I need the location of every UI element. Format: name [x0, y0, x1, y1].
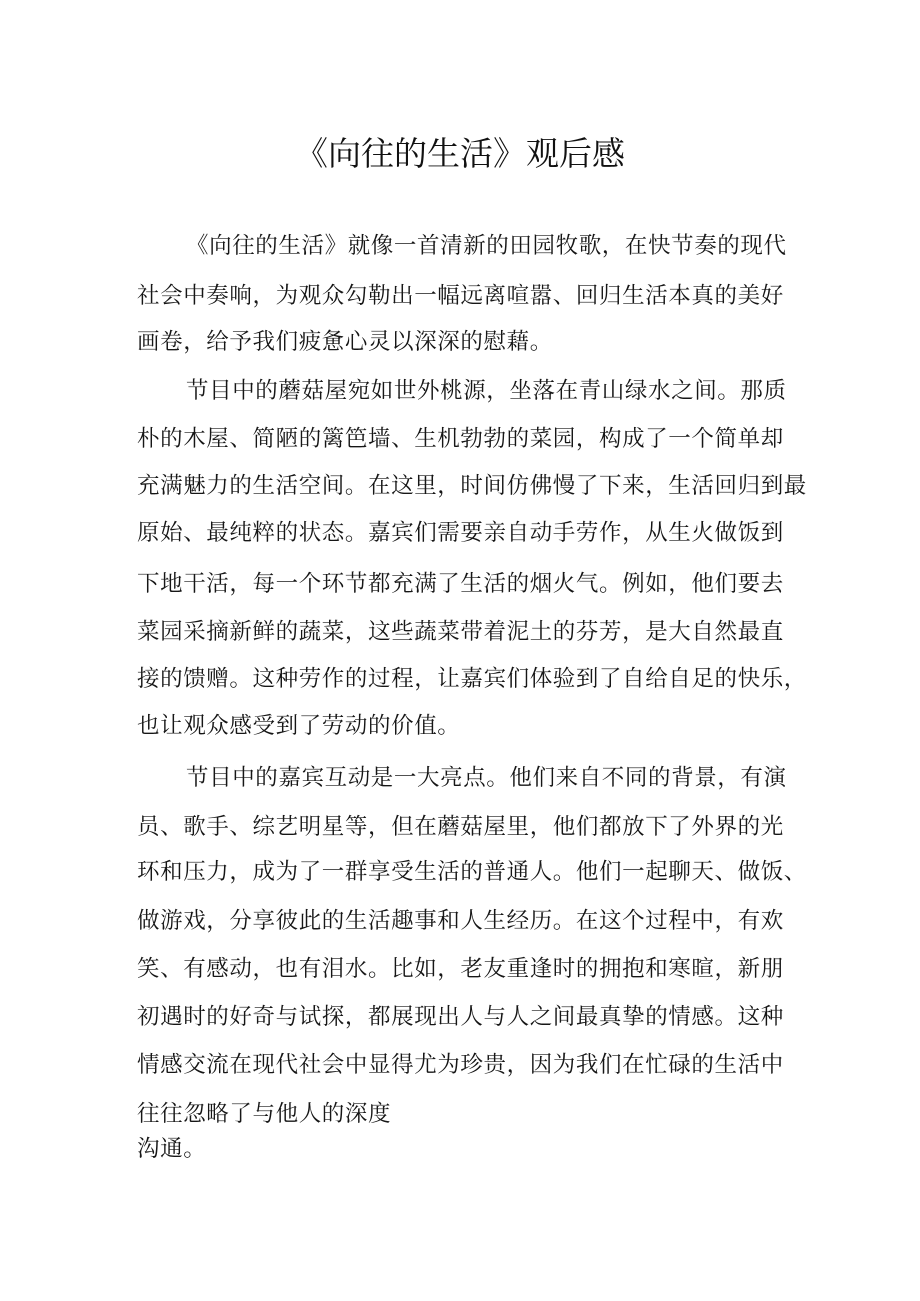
- paragraph-2-line-7: 接的馈赠。这种劳作的过程，让嘉宾们体验到了自给自足的快乐，: [137, 666, 807, 692]
- paragraph-3-line-5: 笑、有感动，也有泪水。比如，老友重逢时的拥抱和寒暄，新朋: [137, 956, 784, 982]
- paragraph-3-line-9: 沟通。: [137, 1136, 207, 1162]
- paragraph-2-line-6: 菜园采摘新鲜的蔬菜，这些蔬菜带着泥土的芬芳，是大自然最直: [137, 619, 784, 645]
- paragraph-2-line-1: 节目中的蘑菇屋宛如世外桃源，坐落在青山绿水之间。那质: [186, 378, 787, 404]
- paragraph-2-line-4: 原始、最纯粹的状态。嘉宾们需要亲自动手劳作，从生火做饭到: [137, 520, 784, 546]
- paragraph-3-line-3: 环和压力，成为了一群享受生活的普通人。他们一起聊天、做饭、: [137, 859, 807, 885]
- paragraph-3-line-4: 做游戏，分享彼此的生活趣事和人生经历。在这个过程中，有欢: [137, 908, 784, 934]
- paragraph-2-line-2: 朴的木屋、简陋的篱笆墙、生机勃勃的菜园，构成了一个简单却: [137, 426, 784, 452]
- paragraph-2-line-8: 也让观众感受到了劳动的价值。: [137, 713, 461, 739]
- paragraph-1-line-1: 《向往的生活》就像一首清新的田园牧歌，在快节奏的现代: [186, 233, 787, 259]
- paragraph-2-line-5: 下地干活，每一个环节都充满了生活的烟火气。例如，他们要去: [137, 571, 784, 597]
- paragraph-1-line-3: 画卷，给予我们疲惫心灵以深深的慰藉。: [137, 329, 553, 355]
- paragraph-2-line-3: 充满魅力的生活空间。在这里，时间仿佛慢了下来，生活回归到最: [137, 473, 807, 499]
- paragraph-1-line-2: 社会中奏响，为观众勾勒出一幅远离喧嚣、回归生活本真的美好: [137, 283, 784, 309]
- paragraph-3-line-8: 往往忽略了与他人的深度: [137, 1101, 392, 1127]
- paragraph-3-line-2: 员、歌手、综艺明星等，但在蘑菇屋里，他们都放下了外界的光: [137, 814, 784, 840]
- paragraph-3-line-6: 初遇时的好奇与试探，都展现出人与人之间最真挚的情感。这种: [137, 1004, 784, 1030]
- document-title: 《向往的生活》观后感: [295, 134, 625, 173]
- paragraph-3-line-1: 节目中的嘉宾互动是一大亮点。他们来自不同的背景，有演: [186, 765, 787, 791]
- paragraph-3-line-7: 情感交流在现代社会中显得尤为珍贵，因为我们在忙碌的生活中: [137, 1052, 784, 1078]
